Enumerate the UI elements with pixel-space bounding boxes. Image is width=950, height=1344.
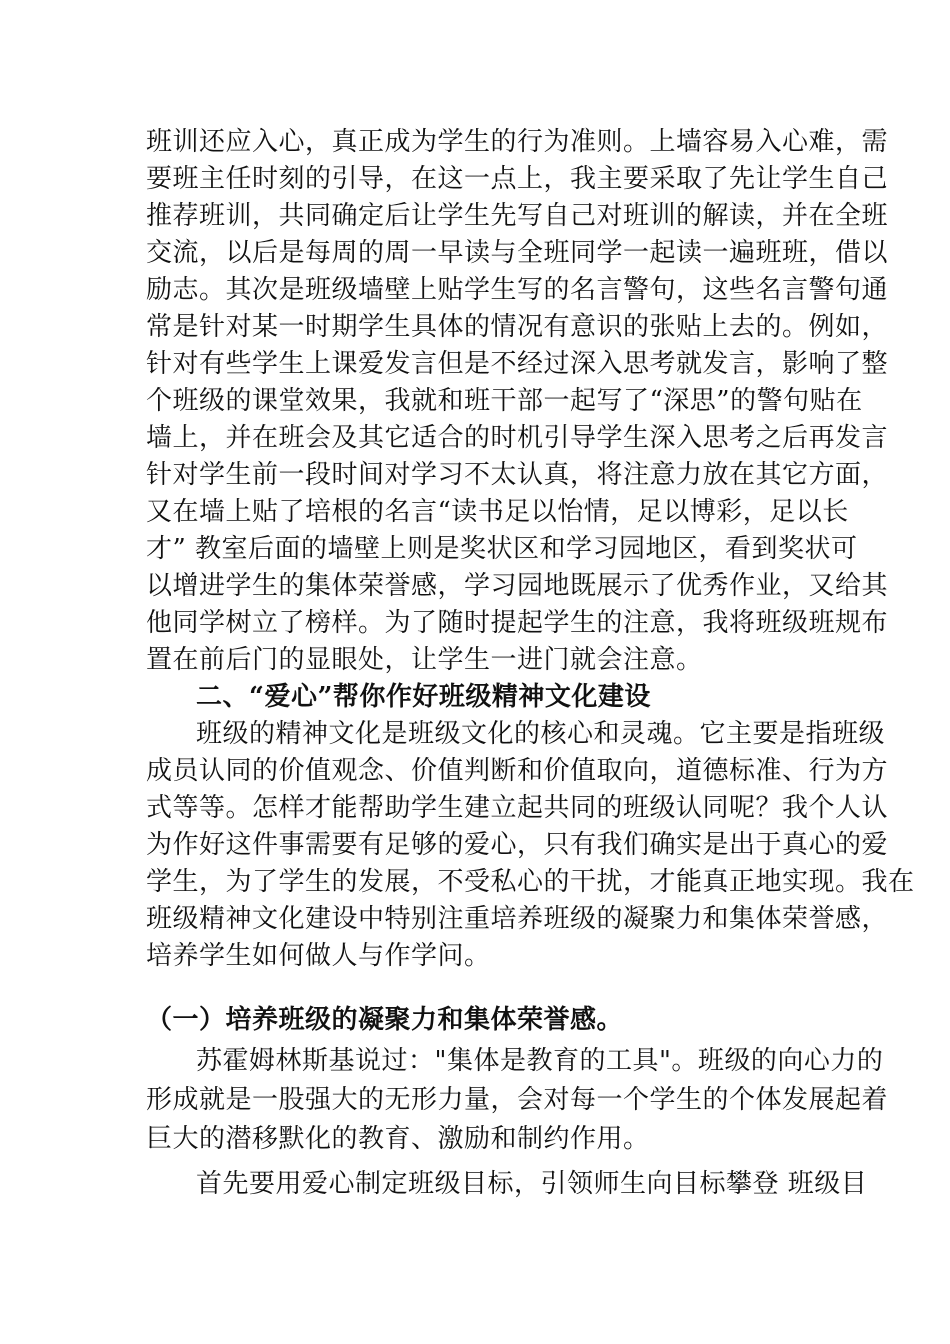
body-text-line: 励志。其次是班级墙壁上贴学生写的名言警句，这些名言警句通 (146, 275, 889, 305)
body-text-line: 要班主任时刻的引导，在这一点上，我主要采取了先让学生自己 (146, 164, 889, 194)
body-text-line: 针对有些学生上课爱发言但是不经过深入思考就发言，影响了整 (146, 349, 889, 379)
body-text-line: 置在前后门的显眼处，让学生一进门就会注意。 (146, 645, 703, 675)
body-text-line: 常是针对某一时期学生具体的情况有意识的张贴上去的。例如， (146, 312, 889, 342)
body-text-line: 为作好这件事需要有足够的爱心，只有我们确实是出于真心的爱 (146, 830, 889, 860)
body-text-line: 形成就是一股强大的无形力量，会对每一个学生的个体发展起着 (146, 1085, 889, 1115)
body-text-line: 苏霍姆林斯基说过："集体是教育的工具"。班级的向心力的 (196, 1046, 884, 1076)
body-text-line: 墙上，并在班会及其它适合的时机引导学生深入思考之后再发言 (146, 423, 889, 453)
body-text-line: 交流，以后是每周的周一早读与全班同学一起读一遍班班，借以 (146, 238, 889, 268)
body-text-line: 班级的精神文化是班级文化的核心和灵魂。它主要是指班级 (196, 719, 886, 749)
body-text-line: 他同学树立了榜样。为了随时提起学生的注意，我将班级班规布 (146, 608, 889, 638)
body-text-line: 班训还应入心，真正成为学生的行为准则。上墙容易入心难，需 (146, 127, 889, 157)
section-heading: 二、“爱心”帮你作好班级精神文化建设 (196, 682, 651, 712)
body-text-line: 巨大的潜移默化的教育、激励和制约作用。 (146, 1124, 650, 1154)
body-text-line: 以增进学生的集体荣誉感，学习园地既展示了优秀作业，又给其 (146, 571, 889, 601)
body-text-line: 学生，为了学生的发展，不受私心的干扰，才能真正地实现。我在 (146, 867, 915, 897)
body-text-line: 培养学生如何做人与作学问。 (146, 941, 491, 971)
body-text-line: 成员认同的价值观念、价值判断和价值取向，道德标准、行为方 (146, 756, 889, 786)
body-text-line: 首先要用爱心制定班级目标，引领师生向目标攀登 班级目 (196, 1169, 868, 1199)
subsection-heading: （一）培养班级的凝聚力和集体荣誉感。 (146, 1005, 624, 1035)
body-text-line: 针对学生前一段时间对学习不太认真，将注意力放在其它方面， (146, 460, 889, 490)
body-text-line: 个班级的课堂效果，我就和班干部一起写了“深思”的警句贴在 (146, 386, 863, 416)
body-text-line: 推荐班训，共同确定后让学生先写自己对班训的解读，并在全班 (146, 201, 889, 231)
body-text-line: 班级精神文化建设中特别注重培养班级的凝聚力和集体荣誉感， (146, 904, 889, 934)
body-text-line: 才” 教室后面的墙壁上则是奖状区和学习园地区，看到奖状可 (146, 534, 858, 564)
body-text-line: 又在墙上贴了培根的名言“读书足以怡情，足以博彩，足以长 (146, 497, 849, 527)
body-text-line: 式等等。怎样才能帮助学生建立起共同的班级认同呢？我个人认 (146, 793, 889, 823)
